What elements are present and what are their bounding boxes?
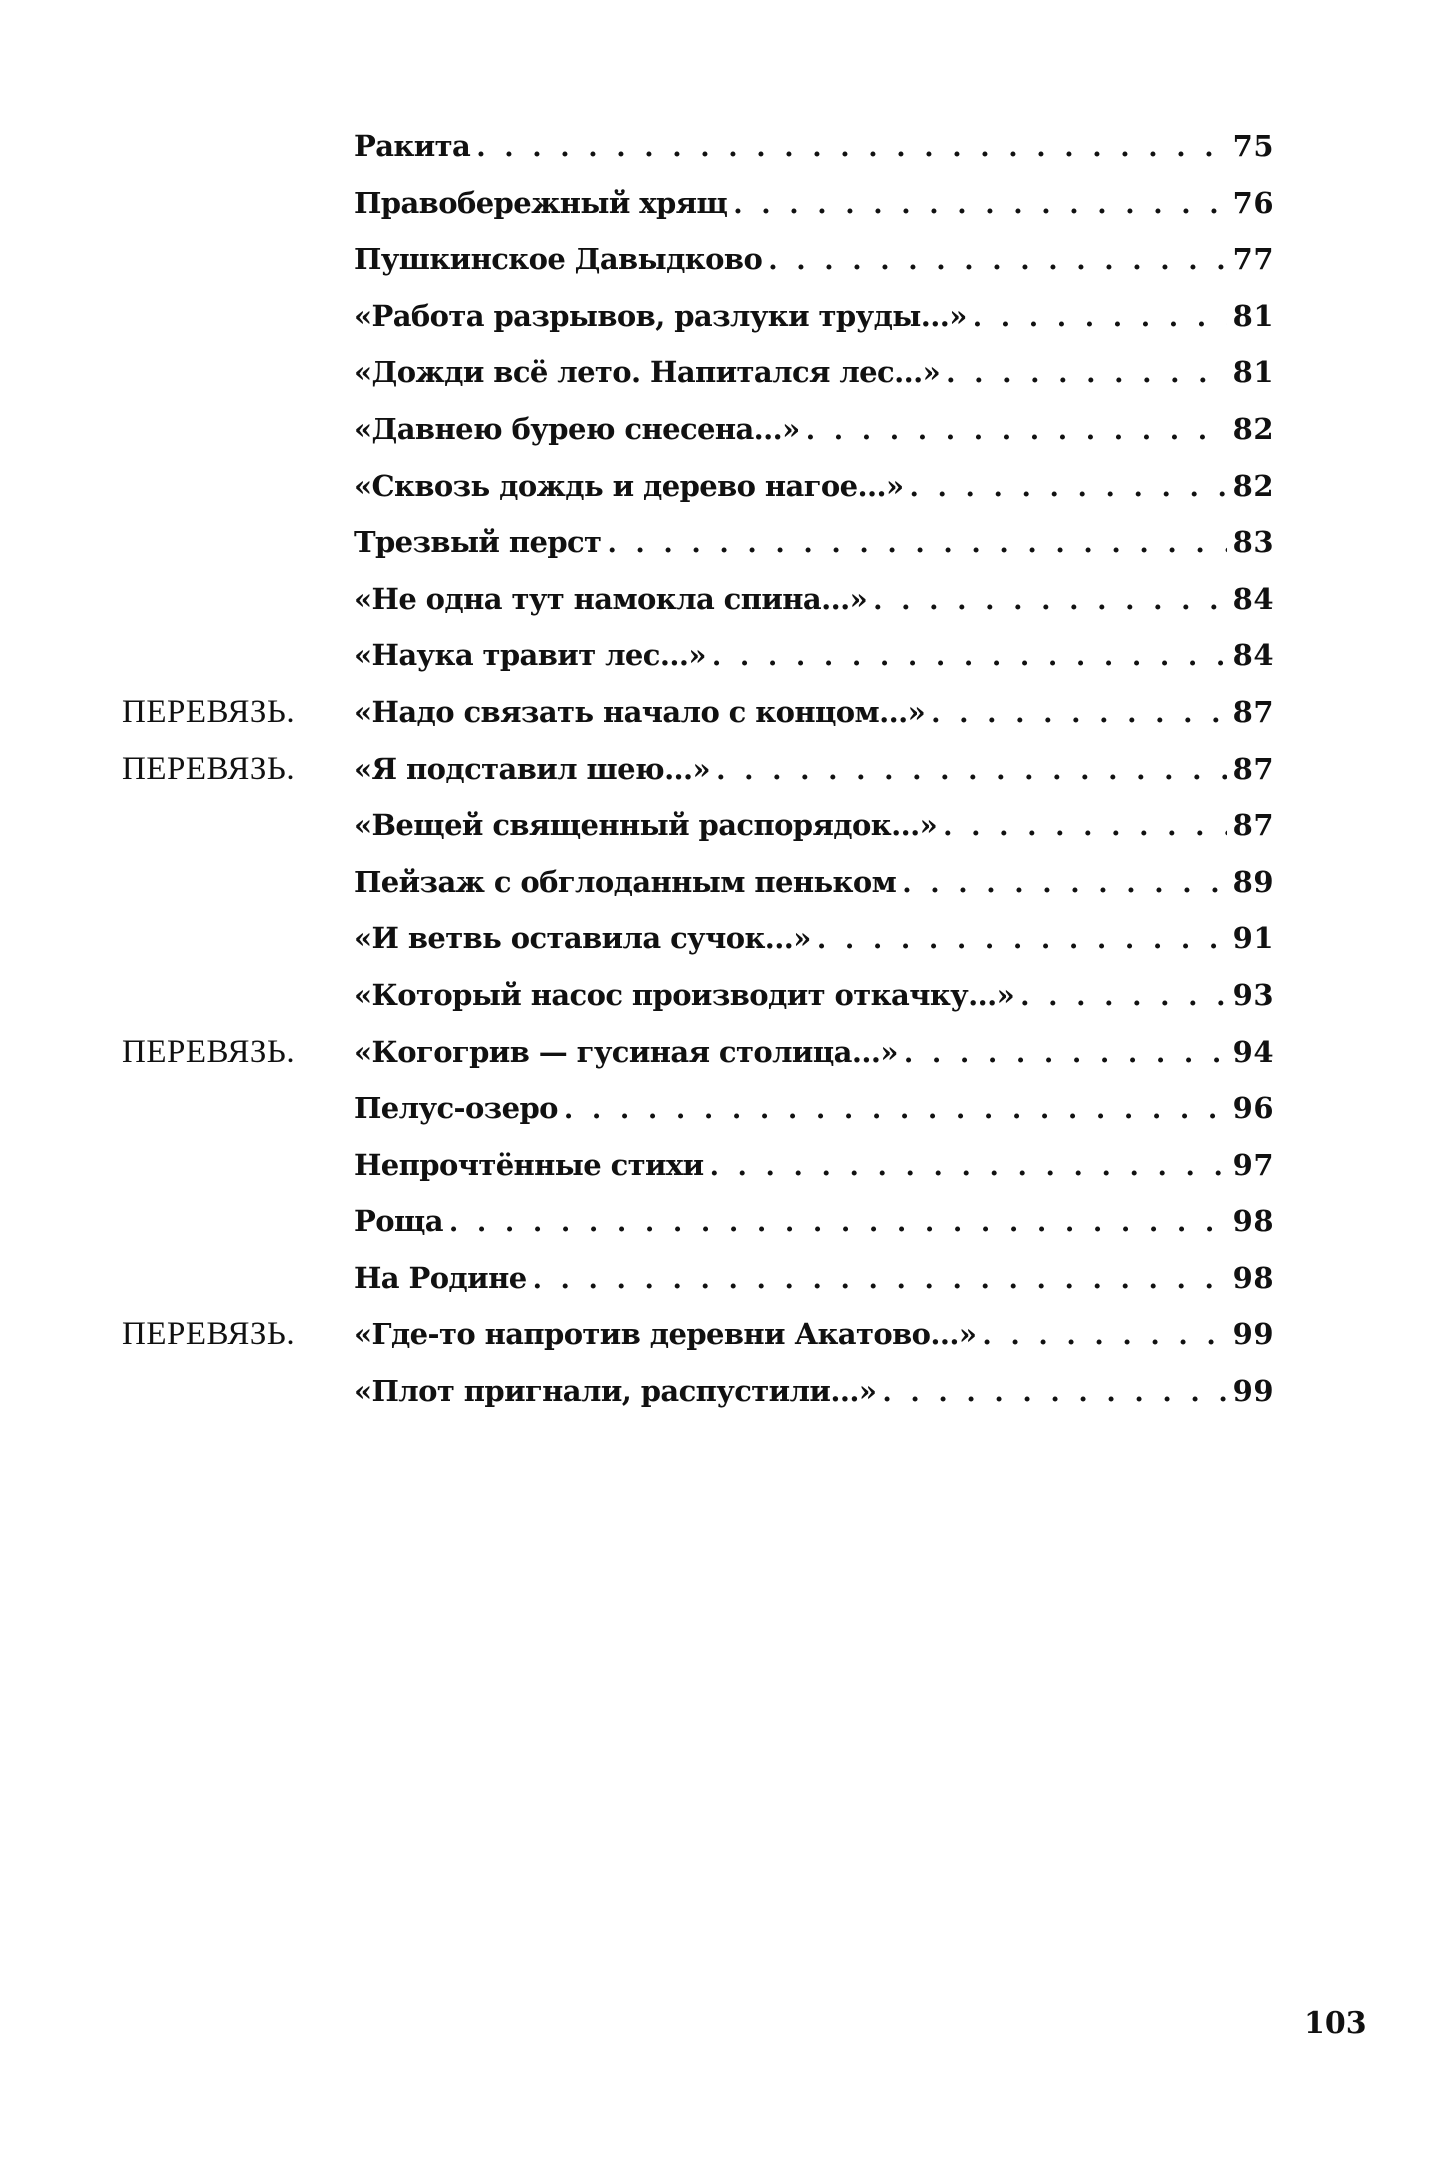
toc-entry [354,1363,1274,1422]
entry-title: «Я подставил шею...» [354,751,711,786]
dot-leader [716,743,1227,800]
toc-row [0,175,1450,232]
entry-page: 76 [1232,185,1274,220]
dot-leader [943,799,1227,856]
dot-leader [449,1195,1227,1252]
dot-leader [910,460,1227,517]
toc-row [0,1024,1450,1081]
entry-title: «Давнею бурею снесена...» [354,411,800,446]
entry-page: 87 [1232,808,1274,843]
toc-entry [354,231,1274,290]
toc-entry [354,401,1274,460]
entry-page: 98 [1232,1260,1274,1295]
dot-leader [710,1139,1227,1196]
entry-page: 89 [1232,864,1274,899]
toc-row [0,1193,1450,1250]
toc-row [0,344,1450,401]
section-prefix: ПЕРЕВЯЗЬ. [122,1033,296,1070]
entry-title: «Когогрив — гусиная столица...» [354,1034,898,1069]
entry-page: 96 [1232,1091,1274,1126]
entry-page: 87 [1232,694,1274,729]
toc-entry [354,1024,1274,1083]
toc-row [0,1306,1450,1363]
entry-page: 83 [1232,525,1274,560]
entry-page: 99 [1232,1317,1274,1352]
toc-row [0,1080,1450,1137]
dot-leader [476,120,1226,177]
toc-entry [354,344,1274,403]
toc-entry [354,741,1274,800]
toc-entry [354,458,1274,517]
dot-leader [607,516,1226,573]
dot-leader [817,912,1227,969]
toc-row [0,1137,1450,1194]
toc-row [0,401,1450,458]
dot-leader [946,346,1227,403]
entry-title: Правобережный хрящ [354,185,728,220]
toc-row [0,1363,1450,1420]
entry-page: 93 [1232,977,1274,1012]
toc-row [0,627,1450,684]
table-of-contents [0,118,1450,1420]
section-prefix: ПЕРЕВЯЗЬ. [122,693,296,730]
toc-row [0,571,1450,628]
entry-title: Пейзаж с обглоданным пеньком [354,864,897,899]
entry-page: 77 [1232,242,1274,277]
toc-row [0,1250,1450,1307]
toc-entry [354,118,1274,177]
entry-page: 75 [1232,129,1274,163]
toc-row [0,118,1450,175]
dot-leader [768,233,1226,290]
toc-row [0,288,1450,345]
toc-entry [354,1080,1274,1139]
toc-entry [354,571,1274,630]
entry-title: Непрочтённые стихи [354,1147,704,1182]
toc-entry [354,1250,1274,1309]
toc-row [0,797,1450,854]
dot-leader [982,1308,1226,1365]
entry-title: «И ветвь оставила сучок...» [354,921,811,956]
dot-leader [533,1252,1227,1309]
toc-entry [354,967,1274,1026]
toc-row [0,514,1450,571]
page-number: 103 [1304,2006,1367,2041]
entry-title: Пелус-озеро [354,1091,558,1126]
entry-title: Трезвый перст [354,525,602,560]
toc-entry [354,1306,1274,1365]
toc-entry [354,1137,1274,1196]
entry-title: «Наука травит лес...» [354,638,706,673]
entry-title: «Надо связать начало с концом...» [354,694,926,729]
toc-entry [354,854,1274,913]
toc-row [0,854,1450,911]
entry-title: Пушкинское Давыдково [354,242,763,277]
entry-page: 81 [1232,355,1274,390]
entry-page: 82 [1232,411,1274,446]
toc-entry [354,514,1274,573]
dot-leader [1020,969,1227,1026]
toc-entry [354,1193,1274,1252]
dot-leader [564,1082,1227,1139]
entry-page: 97 [1232,1147,1274,1182]
entry-page: 87 [1232,751,1274,786]
dot-leader [733,177,1226,234]
entry-page: 81 [1232,298,1274,333]
entry-page: 84 [1232,581,1274,616]
dot-leader [882,1365,1226,1422]
dot-leader [712,629,1227,686]
entry-title: «Вещей священный распорядок...» [354,808,938,843]
toc-row [0,458,1450,515]
entry-title: «Дожди всё лето. Напитался лес...» [354,355,941,390]
toc-entry [354,175,1274,234]
section-prefix: ПЕРЕВЯЗЬ. [122,1316,296,1353]
dot-leader [902,856,1226,913]
toc-row [0,967,1450,1024]
toc-entry [354,288,1274,347]
entry-title: «Сквозь дождь и дерево нагое...» [354,468,904,503]
dot-leader [904,1026,1227,1083]
entry-title: На Родине [354,1260,527,1295]
toc-row [0,231,1450,288]
toc-row [0,910,1450,967]
entry-title: «Который насос производит откачку...» [354,977,1015,1012]
entry-page: 99 [1232,1374,1274,1409]
dot-leader [931,686,1227,743]
dot-leader [873,573,1227,630]
dot-leader [806,403,1227,460]
entry-page: 94 [1232,1034,1274,1069]
entry-title: «Где-то напротив деревни Акатово...» [354,1317,977,1352]
entry-page: 98 [1232,1204,1274,1239]
entry-title: Роща [354,1204,443,1239]
toc-entry [354,910,1274,969]
toc-row [0,684,1450,741]
entry-title: «Не одна тут намокла спина...» [354,581,868,616]
toc-entry [354,627,1274,686]
toc-entry [354,797,1274,856]
dot-leader [973,290,1227,347]
entry-page: 82 [1232,468,1274,503]
toc-row [0,741,1450,798]
entry-page: 84 [1232,638,1274,673]
entry-page: 91 [1232,921,1274,956]
entry-title: «Плот пригнали, распустили...» [354,1374,877,1409]
entry-title: «Работа разрывов, разлуки труды...» [354,298,967,333]
entry-title: Ракита [354,129,471,163]
toc-entry [354,684,1274,743]
section-prefix: ПЕРЕВЯЗЬ. [122,750,296,787]
